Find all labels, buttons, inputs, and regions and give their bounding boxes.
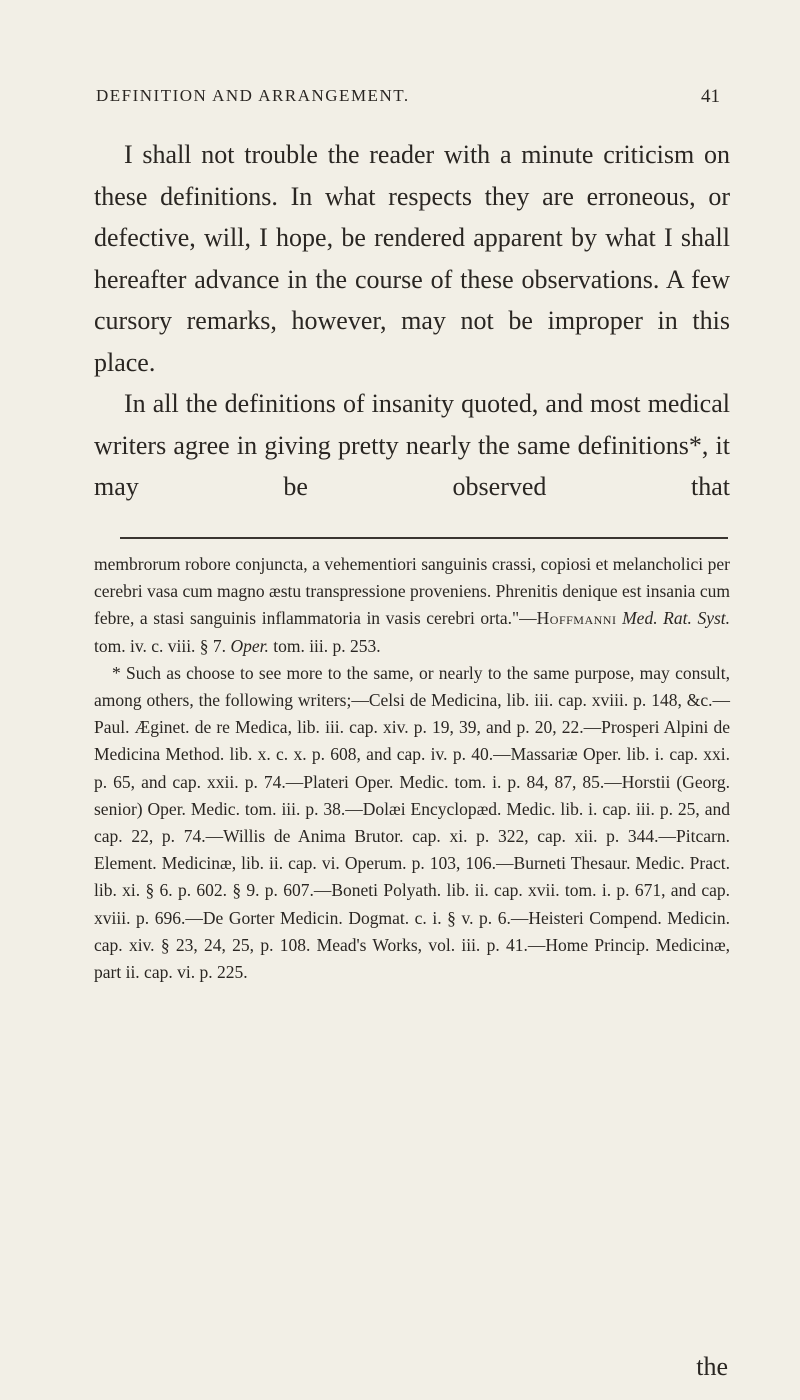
- paragraph-1: I shall not trouble the reader with a minute criticism on these definitions. In what respects they are erroneous, or defective, will, I hope, be rendered apparent by what I shall hereafter advance in the course of these observations. A few cursory remarks, however, may not be improper in this place.: [94, 140, 730, 377]
- page-number: 41: [701, 86, 720, 107]
- footnote-rule: [120, 537, 728, 539]
- running-title: DEFINITION AND ARRANGEMENT.: [96, 86, 410, 105]
- running-header: [96, 86, 720, 116]
- footnote-star: * Such as choose to see more to the same, or nearly to the same purpose, may consult, among others, the following writers;—Celsi de Medicina, lib. iii. cap. xviii. p. 148, &c.—Paul. Æginet. de re Medica, lib. iii. cap. xiv. p. 19, 39, and p. 20, 22.—Prosperi Alpini de Medicina Method. lib. x. c. x. p. 608, and cap. iv. p. 40.—Massariæ Oper. lib. i. cap. xxi. p. 65, and cap. xxii. p. 74.—Plateri Oper. Medic. tom. i. p. 84, 87, 85.—Horstii (Georg. senior) Oper. Medic. tom. iii. p. 38.—Dolæi Encyclopæd. Medic. lib. i. cap. iii. p. 25, and cap. 22, p. 74.—Willis de Anima Brutor. cap. xi. p. 322, cap. xii. p. 344.—Pitcarn. Element. Medicinæ, lib. ii. cap. vi. Operum. p. 103, 106.—Burneti Thesaur. Medic. Pract. lib. xi. § 6. p. 602. § 9. p. 607.—Boneti Polyath. lib. ii. cap. xvii. tom. i. p. 671, and cap. xviii. p. 696.—De Gorter Medicin. Dogmat. c. i. § v. p. 6.—Heisteri Compend. Medicin. cap. xiv. § 23, 24, 25, p. 108. Mead's Works, vol. iii. p. 41.—Home Princip. Medicinæ, part ii. cap. vi. p. 225.: [94, 662, 730, 983]
- work-title-2: Oper.: [230, 635, 269, 656]
- main-text: [94, 134, 730, 508]
- footnotes: [94, 551, 730, 986]
- footnote-continued-quote: membrorum robore conjuncta, a vehementiori sanguinis crassi, copiosi et melancholici per cerebri vasa cum magno æstu transpressione proveniens. Phrenitis denique est insania cum febre, a stasi sanguinis inflammatoria in vasis cerebri orta."—Hoffmanni Med. Rat. Syst. tom. iv. c. viii. § 7. Oper. tom. iii. p. 253.: [94, 554, 731, 656]
- work-title: Med. Rat. Syst.: [622, 608, 731, 629]
- catchword: the: [696, 1352, 728, 1381]
- author-name: Hoffmanni: [536, 608, 617, 629]
- paragraph-2: In all the definitions of insanity quoted, and most medical writers agree in giving pretty nearly the same definitions*, it may be observed that: [94, 389, 730, 501]
